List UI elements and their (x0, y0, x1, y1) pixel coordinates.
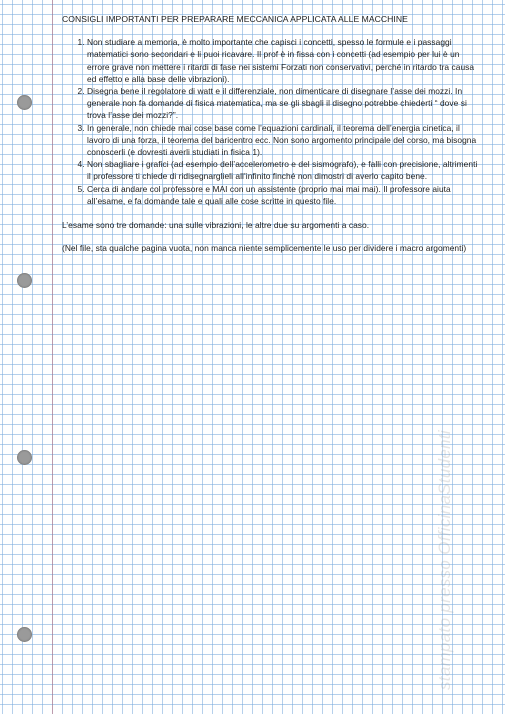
binder-hole (17, 450, 32, 465)
binder-hole (17, 95, 32, 110)
tip-item: 5. Cerca di andare col professore e MAI con un assistente (proprio mai mai mai). Il professore aiuta all’esame, e fa domande tale e quali alle cose scritte in questo file. (87, 183, 480, 207)
tip-item: 2. Disegna bene il regolatore di watt e il differenziale, non dimenticare di disegnare l’asse dei mozzi. In generale non fa domande di fisica matematica, ma se gli sbagli il disegno potrebbe chiederti “ dove si trova l’asse dei mozzi?”. (87, 85, 480, 122)
file-note: (Nel file, sta qualche pagina vuota, non manca niente semplicemente le uso per dividere i macro argomenti) (62, 243, 467, 254)
watermark-text: stampato presso OfficinaStudenti (435, 429, 454, 690)
margin-line (52, 0, 53, 714)
tips-list (62, 36, 480, 207)
tip-item: 3. In generale, non chiede mai cose base come l’equazioni cardinali, il teorema dell’energia cinetica, il lavoro di una forza, il teorema del baricentro ecc. Non sono argomento principale del corso, ma bisogna conoscerli (e dovresti averli studiati in fisica 1). (87, 122, 480, 159)
binder-hole (17, 627, 32, 642)
page-title: CONSIGLI IMPORTANTI PER PREPARARE MECCANICA APPLICATA ALLE MACCHINE (62, 14, 408, 24)
exam-note: L’esame sono tre domande: una sulle vibrazioni, le altre due su argomenti a caso. (62, 220, 370, 231)
tip-item: 1. Non studiare a memoria, è molto importante che capisci i concetti, spesso le formule e i passaggi matematici sono secondari e li puoi ricavare. Il prof è in fissa con i concetti (ad esempio per lui è un errore grave non mettere i ritardi di fase nei sistemi Forzati non conservativi, perché in ritardo tra causa ed effetto e alla base delle vibrazioni). (87, 36, 480, 85)
tip-item: 4. Non sbagliare i grafici (ad esempio dell’accelerometro e del sismografo), e falli con precisione, altrimenti il professore ti chiede di ridisegnarglieli all’infinito finché non dimostri di averlo capito bene. (87, 158, 480, 182)
binder-hole (17, 273, 32, 288)
page-content (62, 13, 480, 254)
